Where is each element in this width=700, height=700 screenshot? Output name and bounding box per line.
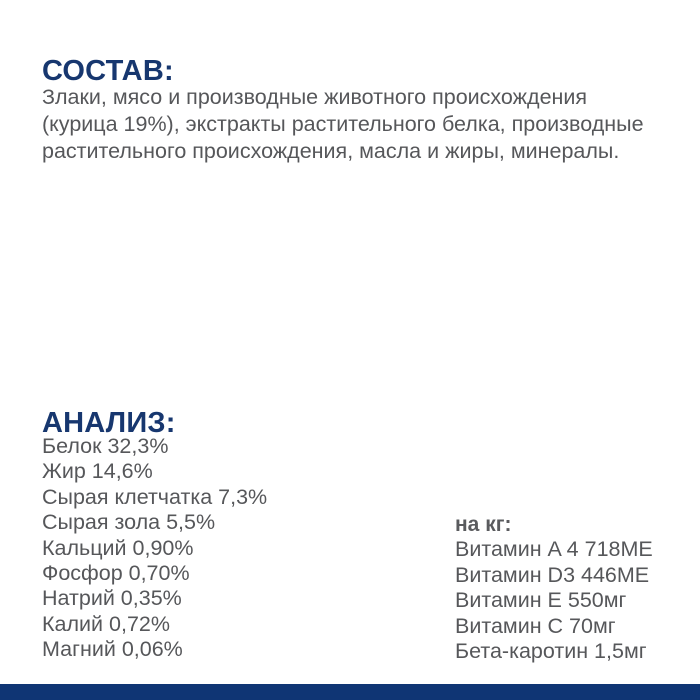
composition-text-line: (курица 19%), экстракты растительного белка, производные <box>42 112 644 136</box>
composition-text <box>42 84 644 165</box>
per-kg-heading: на кг: <box>455 513 512 536</box>
vitamin-item: Витамин C 70мг <box>455 613 616 638</box>
nutrient-item: Сырая зола 5,5% <box>42 510 216 535</box>
bottom-brand-bar <box>0 684 700 700</box>
analysis-heading: АНАЛИЗ: <box>42 407 176 440</box>
nutrient-item: Натрий 0,35% <box>42 586 182 611</box>
nutrient-item: Магний 0,06% <box>42 637 183 662</box>
vitamin-item: Витамин D3 446МЕ <box>455 562 650 587</box>
nutrient-item: Жир 14,6% <box>42 459 153 484</box>
composition-heading: СОСТАВ: <box>42 55 174 88</box>
vitamin-item: Витамин E 550мг <box>455 588 627 613</box>
per-kg-block <box>455 512 653 664</box>
nutrient-list <box>42 434 267 663</box>
vitamin-item: Бета-каротин 1,5мг <box>455 639 647 664</box>
nutrient-item: Белок 32,3% <box>42 434 169 458</box>
composition-text-line: Злаки, мясо и производные животного происхождения <box>42 85 588 109</box>
vitamin-item: Витамин A 4 718МЕ <box>455 537 653 562</box>
composition-text-line: растительного происхождения, масла и жиры, минералы. <box>42 139 620 163</box>
nutrient-item: Калий 0,72% <box>42 611 170 636</box>
nutrient-item: Фосфор 0,70% <box>42 561 190 586</box>
nutrient-item: Кальций 0,90% <box>42 535 194 560</box>
nutrient-item: Сырая клетчатка 7,3% <box>42 484 268 509</box>
